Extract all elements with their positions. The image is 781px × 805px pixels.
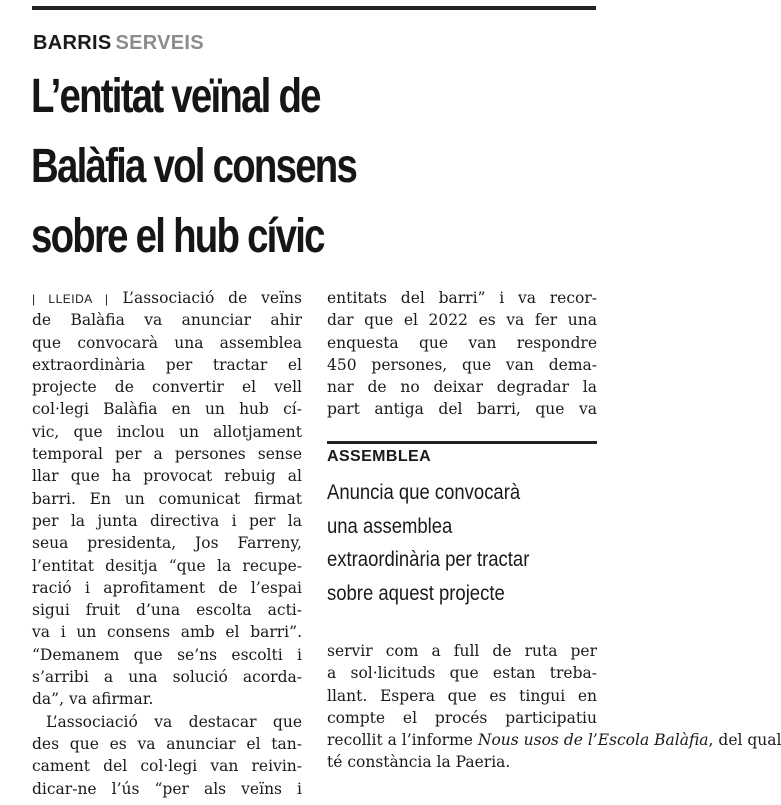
section-name: BARRIS <box>33 32 112 54</box>
body-line: compte el procés participatiu <box>327 708 597 727</box>
body-line: servir com a full de ruta per <box>327 642 597 660</box>
body-line: seua presidenta, Jos Farreny, <box>32 534 302 553</box>
body-line: part antiga del barri, que va <box>327 400 597 419</box>
body-line: entitats del barri” i va recor- <box>327 289 597 307</box>
top-rule <box>32 6 596 10</box>
body-line: enquesta que van respondre <box>327 333 597 352</box>
body-line: da”, va afirmar. <box>32 690 154 709</box>
report-title: Nous usos de l’Escola Balàfia <box>477 731 709 750</box>
article-column-1 <box>32 287 302 800</box>
body-line: vic, que inclou un allotjament <box>32 422 302 441</box>
body-line: nar de no deixar degradar la <box>327 378 597 397</box>
body-line: va i un consens amb el barri”. <box>32 623 302 642</box>
body-line: s’arribi a una solució acorda- <box>32 668 302 687</box>
body-line: temporal per a persones sense <box>32 445 302 464</box>
section-header <box>33 32 204 55</box>
body-line: des que es va anunciar el tan- <box>32 734 302 753</box>
body-line: barri. En un comunicat firmat <box>32 489 302 508</box>
highlight-quote <box>327 476 607 610</box>
body-line: llant. Espera que es tingui en <box>327 686 597 705</box>
body-line <box>32 287 302 309</box>
highlight-line: extraordinària per tractar <box>327 548 530 571</box>
dateline: | LLEIDA | <box>32 292 109 306</box>
highlight-rule <box>327 441 597 444</box>
subsection-name: SERVEIS <box>115 32 204 54</box>
body-line <box>327 729 781 751</box>
body-line: “Demanem que se’ns escolti i <box>32 645 302 664</box>
headline-line: Balàfia vol consens <box>31 140 357 193</box>
headline-line: L’entitat veïnal de <box>31 70 320 123</box>
body-line: té constància la Paeria. <box>327 753 511 772</box>
body-line: L’associació va destacar que <box>46 712 302 731</box>
body-line: col·legi Balàfia en un hub cí- <box>32 400 302 419</box>
body-line: per la junta directiva i per la <box>32 511 302 530</box>
body-text: , del qual <box>708 731 781 750</box>
highlight-line: Anuncia que convocarà <box>327 481 521 504</box>
highlight-line: una assemblea <box>327 514 453 538</box>
body-line: projecte de convertir el vell <box>32 378 302 397</box>
body-text: L’associació de veïns <box>122 289 302 307</box>
body-line: de Balàfia va anunciar ahir <box>32 311 302 330</box>
body-line: a sol·licituds que estan treba- <box>327 664 597 683</box>
article-column-2 <box>327 287 597 421</box>
body-line: que convocarà una assemblea <box>32 333 302 352</box>
headline <box>31 62 483 272</box>
body-line: ració i aprofitament de l’espai <box>32 578 302 597</box>
body-line: l’entitat desitja “que la recupe- <box>32 556 302 575</box>
highlight-label: ASSEMBLEA <box>327 448 432 465</box>
body-line: dar que el 2022 es va fer una <box>327 311 597 330</box>
body-line: dicar-ne l’ús “per als veïns i <box>32 779 302 798</box>
body-line: 450 persones, que van dema- <box>327 355 597 374</box>
body-line: cament del col·legi van reivin- <box>32 757 302 776</box>
article-column-3 <box>327 640 781 774</box>
body-line: llar que ha provocat rebuig al <box>32 467 302 486</box>
body-line: sigui fruit d’una escolta acti- <box>32 601 302 620</box>
headline-line: sobre el hub cívic <box>31 210 324 263</box>
highlight-line: sobre aquest projecte <box>327 581 505 605</box>
body-line: extraordinària per tractar el <box>32 355 302 374</box>
body-text: recollit a l’informe <box>327 731 473 750</box>
